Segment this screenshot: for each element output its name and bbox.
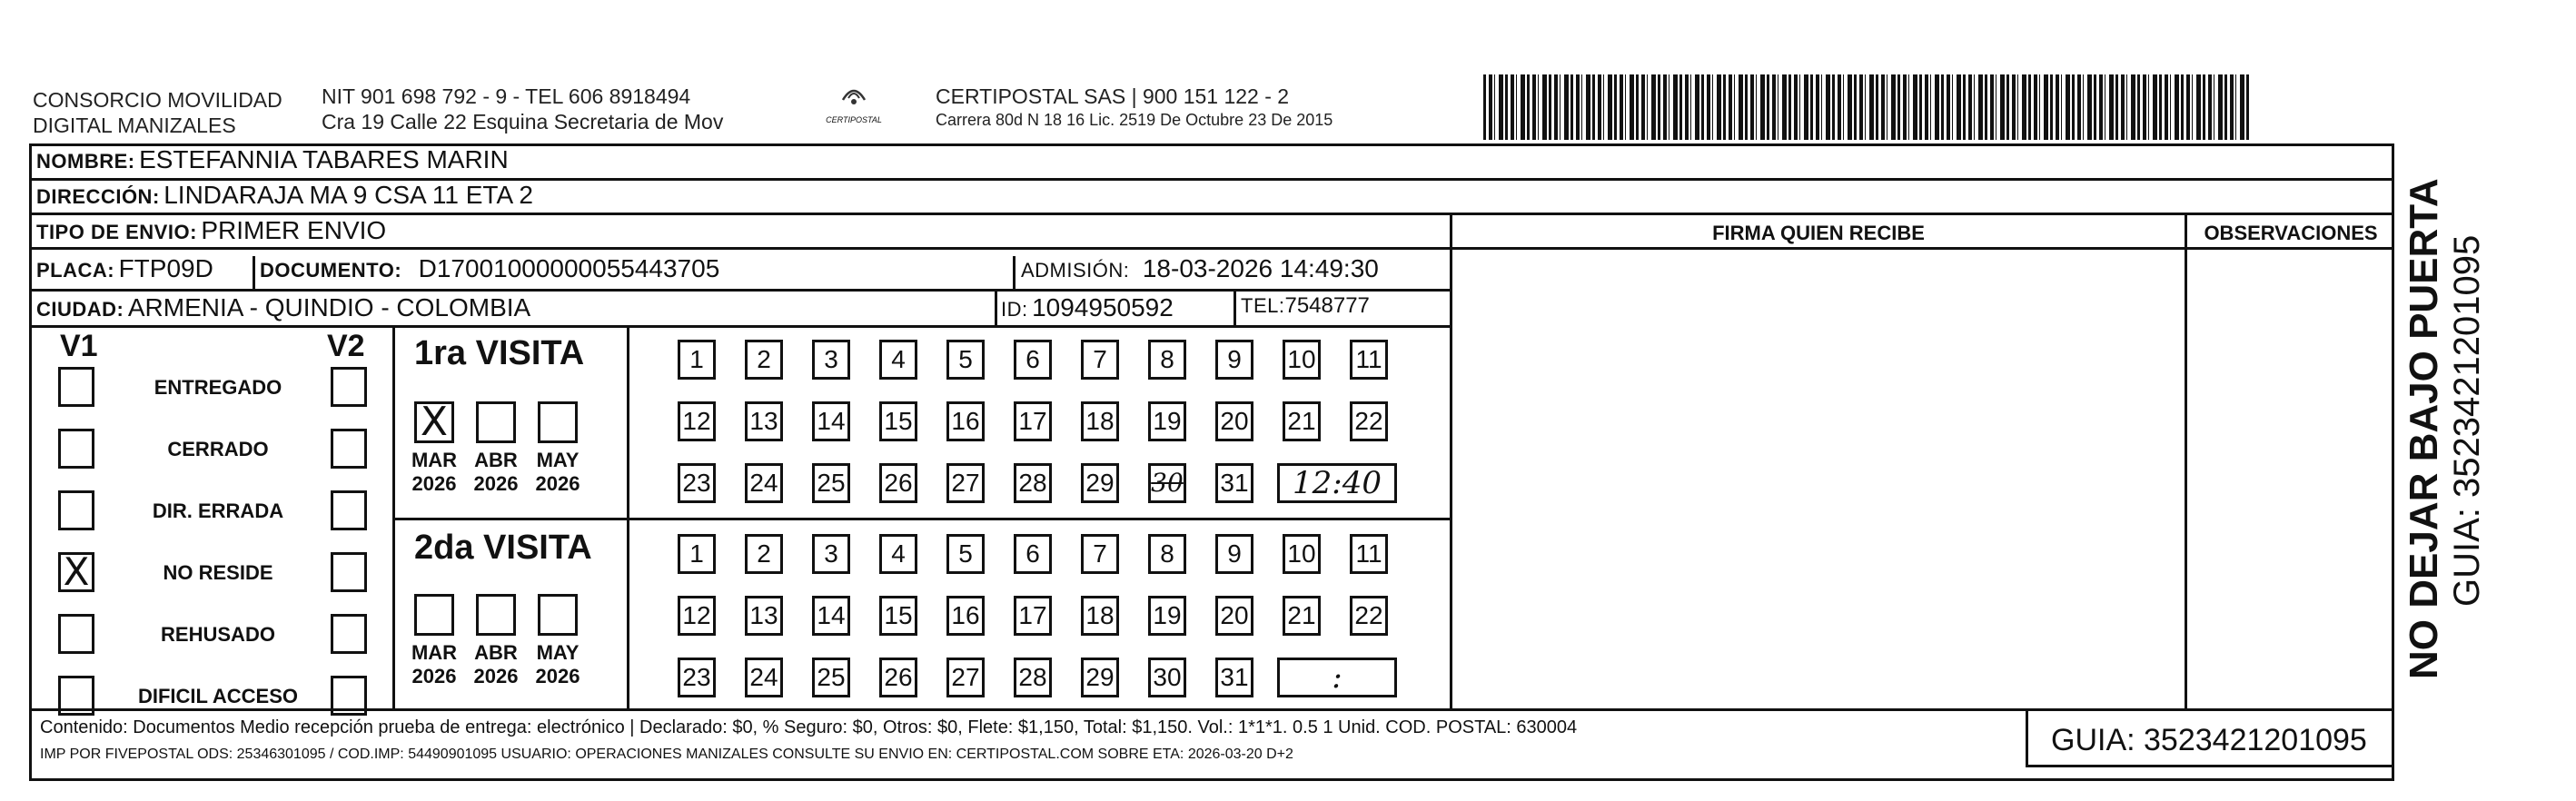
day-box[interactable]: 21	[1283, 401, 1321, 441]
day-box[interactable]: 15	[879, 401, 917, 441]
day-box[interactable]: 12	[678, 596, 716, 636]
documento-cell	[260, 254, 719, 283]
status-label: CERRADO	[167, 438, 269, 460]
company-line1: CONSORCIO MOVILIDAD	[33, 88, 282, 112]
day-box[interactable]: 19	[1148, 596, 1186, 636]
month-checkbox[interactable]	[538, 594, 578, 636]
tipo-row	[36, 216, 386, 245]
day-box[interactable]: 31	[1215, 463, 1253, 503]
direccion-value: LINDARAJA MA 9 CSA 11 ETA 2	[163, 181, 533, 209]
side-guia: GUIA: 3523421201095	[2447, 234, 2487, 607]
month-name: MAR	[411, 641, 458, 664]
day-box[interactable]: 19	[1148, 401, 1186, 441]
direccion-row	[36, 181, 533, 210]
month-label	[469, 641, 523, 688]
day-box[interactable]: 12	[678, 401, 716, 441]
day-box[interactable]: 1	[678, 340, 716, 380]
day-box[interactable]: 27	[946, 463, 985, 503]
month-label	[530, 449, 585, 496]
v1-checkbox[interactable]: X	[58, 552, 94, 592]
month-checkbox[interactable]	[476, 594, 516, 636]
day-box[interactable]: 5	[946, 534, 985, 574]
side-warning: NO DEJAR BAJO PUERTA	[2402, 178, 2446, 679]
v1-checkbox[interactable]	[58, 614, 94, 654]
day-box[interactable]: 4	[879, 534, 917, 574]
admision-label: ADMISIÓN:	[1021, 259, 1130, 282]
day-box[interactable]: 26	[879, 463, 917, 503]
observaciones-header: OBSERVACIONES	[2204, 222, 2378, 244]
day-box[interactable]: 25	[812, 463, 850, 503]
status-label: DIFICIL ACCESO	[137, 685, 298, 707]
status-label: DIR. ERRADA	[152, 499, 284, 522]
day-box[interactable]: 29	[1081, 463, 1119, 503]
footer-contents: Contenido: Documentos Medio recepción prueba de entrega: electrónico | Declarado: $0, % Seguro: $0, Otros: $0, Flete: $1,150, Total: $1,150. Vol.: 1*1*1. 0.5 1 Unid. COD. POSTAL: 630004	[40, 717, 1578, 737]
day-box[interactable]: 17	[1014, 401, 1052, 441]
carrier-info	[936, 84, 1333, 131]
day-box[interactable]: 9	[1215, 534, 1253, 574]
day-box[interactable]: 28	[1014, 658, 1052, 697]
day-box[interactable]: 30	[1148, 658, 1186, 697]
day-box[interactable]: 2	[745, 340, 783, 380]
placa-label: PLACA:	[36, 259, 115, 282]
admision-cell	[1021, 254, 1379, 283]
day-box[interactable]: 26	[879, 658, 917, 697]
placa-cell	[36, 254, 213, 283]
month-label	[407, 449, 461, 496]
day-box[interactable]: 22	[1350, 401, 1388, 441]
carrier-line2: Carrera 80d N 18 16 Lic. 2519 De Octubre 23 De 2015	[936, 111, 1333, 129]
id-value: 1094950592	[1032, 293, 1174, 321]
footer-print-info: IMP POR FIVEPOSTAL ODS: 25346301095 / COD.IMP: 54490901095 USUARIO: OPERACIONES MANIZALES CONSULTE SU ENVIO EN: CERTIPOSTAL.COM SOBRE ETA: 2026-03-20 D+2	[40, 747, 1293, 762]
day-box[interactable]: 20	[1215, 401, 1253, 441]
day-box[interactable]: 10	[1283, 340, 1321, 380]
tipo-value: PRIMER ENVIO	[201, 216, 387, 244]
company-line2: DIGITAL MANIZALES	[33, 114, 236, 137]
day-box[interactable]: 23	[678, 658, 716, 697]
day-box[interactable]: 8	[1148, 534, 1186, 574]
id-cell	[1001, 293, 1174, 322]
admision-value: 18-03-2026 14:49:30	[1142, 254, 1379, 282]
id-label: ID:	[1001, 298, 1028, 321]
day-box[interactable]: 16	[946, 596, 985, 636]
tipo-label: TIPO DE ENVIO:	[36, 221, 197, 243]
company-name	[33, 87, 282, 138]
month-label	[407, 641, 461, 688]
visit1-title: 1ra VISITA	[414, 334, 585, 372]
address-line: Cra 19 Calle 22 Esquina Secretaria de Mov	[322, 110, 724, 134]
v1-header: V1	[60, 329, 98, 363]
status-label: NO RESIDE	[163, 561, 273, 584]
day-box[interactable]: 2	[745, 534, 783, 574]
day-box[interactable]: 6	[1014, 534, 1052, 574]
carrier-line1: CERTIPOSTAL SAS | 900 151 122 - 2	[936, 84, 1290, 108]
month-year: 2026	[473, 472, 519, 495]
day-box[interactable]: 13	[745, 401, 783, 441]
month-name: ABR	[474, 449, 518, 471]
time-box[interactable]: 12:40	[1277, 463, 1397, 503]
time-box[interactable]: :	[1277, 658, 1397, 697]
day-box[interactable]: 30	[1148, 463, 1186, 503]
month-name: MAR	[411, 449, 458, 471]
documento-value: D17001000000055443705	[418, 254, 720, 282]
v1-checkbox[interactable]	[58, 676, 94, 716]
day-box[interactable]: 27	[946, 658, 985, 697]
day-box[interactable]: 3	[812, 340, 850, 380]
v2-checkbox[interactable]	[331, 367, 367, 407]
barcode	[1483, 74, 2252, 140]
v2-checkbox[interactable]	[331, 614, 367, 654]
day-box[interactable]: 23	[678, 463, 716, 503]
firma-header: FIRMA QUIEN RECIBE	[1712, 222, 1925, 244]
v2-checkbox[interactable]	[331, 429, 367, 469]
day-box[interactable]: 7	[1081, 534, 1119, 574]
month-year: 2026	[473, 665, 519, 687]
day-box[interactable]: 29	[1081, 658, 1119, 697]
day-box[interactable]: 5	[946, 340, 985, 380]
status-label: REHUSADO	[161, 623, 275, 646]
day-box[interactable]: 15	[879, 596, 917, 636]
month-name: ABR	[474, 641, 518, 664]
day-box[interactable]: 14	[812, 596, 850, 636]
v1-checkbox[interactable]	[58, 490, 94, 530]
month-year: 2026	[411, 472, 457, 495]
nombre-row	[36, 145, 509, 174]
day-box[interactable]: 21	[1283, 596, 1321, 636]
v2-header: V2	[327, 329, 365, 363]
month-year: 2026	[535, 472, 580, 495]
month-checkbox[interactable]	[538, 401, 578, 443]
nit-line: NIT 901 698 792 - 9 - TEL 606 8918494	[322, 84, 691, 108]
day-box[interactable]: 31	[1215, 658, 1253, 697]
day-box[interactable]: 10	[1283, 534, 1321, 574]
nombre-label: NOMBRE:	[36, 150, 135, 173]
month-year: 2026	[535, 665, 580, 687]
ciudad-label: CIUDAD:	[36, 298, 124, 321]
v1-checkbox[interactable]	[58, 429, 94, 469]
company-contact	[322, 84, 723, 134]
day-box[interactable]: 13	[745, 596, 783, 636]
v2-checkbox[interactable]	[331, 552, 367, 592]
visit2-title: 2da VISITA	[414, 529, 592, 567]
day-box[interactable]: 28	[1014, 463, 1052, 503]
day-box[interactable]: 9	[1215, 340, 1253, 380]
day-box[interactable]: 24	[745, 463, 783, 503]
day-box[interactable]: 11	[1350, 534, 1388, 574]
v2-checkbox[interactable]	[331, 676, 367, 716]
month-year: 2026	[411, 665, 457, 687]
month-name: MAY	[536, 641, 580, 664]
tel-label: TEL:	[1241, 294, 1285, 317]
documento-label: DOCUMENTO:	[260, 259, 402, 282]
nombre-value: ESTEFANNIA TABARES MARIN	[139, 145, 509, 173]
day-box[interactable]: 14	[812, 401, 850, 441]
day-box[interactable]: 18	[1081, 401, 1119, 441]
day-box[interactable]: 20	[1215, 596, 1253, 636]
month-label	[530, 641, 585, 688]
month-name: MAY	[536, 449, 580, 471]
month-checkbox[interactable]	[476, 401, 516, 443]
day-box[interactable]: 24	[745, 658, 783, 697]
day-box[interactable]: 17	[1014, 596, 1052, 636]
day-box[interactable]: 8	[1148, 340, 1186, 380]
header	[0, 0, 2576, 145]
v2-checkbox[interactable]	[331, 490, 367, 530]
day-box[interactable]: 22	[1350, 596, 1388, 636]
direccion-label: DIRECCIÓN:	[36, 185, 160, 208]
tel-cell	[1241, 293, 1370, 319]
status-label: ENTREGADO	[154, 376, 282, 399]
footer-guia: GUIA: 3523421201095	[2051, 723, 2367, 757]
logo-text: CERTIPOSTAL	[826, 115, 882, 124]
day-box[interactable]: 1	[678, 534, 716, 574]
v1-checkbox[interactable]	[58, 367, 94, 407]
placa-value: FTP09D	[118, 254, 213, 282]
day-box[interactable]: 18	[1081, 596, 1119, 636]
month-checkbox[interactable]: X	[414, 401, 454, 443]
day-box[interactable]: 25	[812, 658, 850, 697]
month-checkbox[interactable]	[414, 594, 454, 636]
logo-icon	[836, 80, 872, 111]
day-box[interactable]: 6	[1014, 340, 1052, 380]
day-box[interactable]: 16	[946, 401, 985, 441]
ciudad-cell	[36, 293, 530, 322]
certipostal-logo	[817, 80, 890, 134]
day-box[interactable]: 4	[879, 340, 917, 380]
tel-value: 7548777	[1284, 293, 1370, 318]
ciudad-value: ARMENIA - QUINDIO - COLOMBIA	[127, 293, 531, 321]
month-label	[469, 449, 523, 496]
day-box[interactable]: 7	[1081, 340, 1119, 380]
day-box[interactable]: 11	[1350, 340, 1388, 380]
day-box[interactable]: 3	[812, 534, 850, 574]
